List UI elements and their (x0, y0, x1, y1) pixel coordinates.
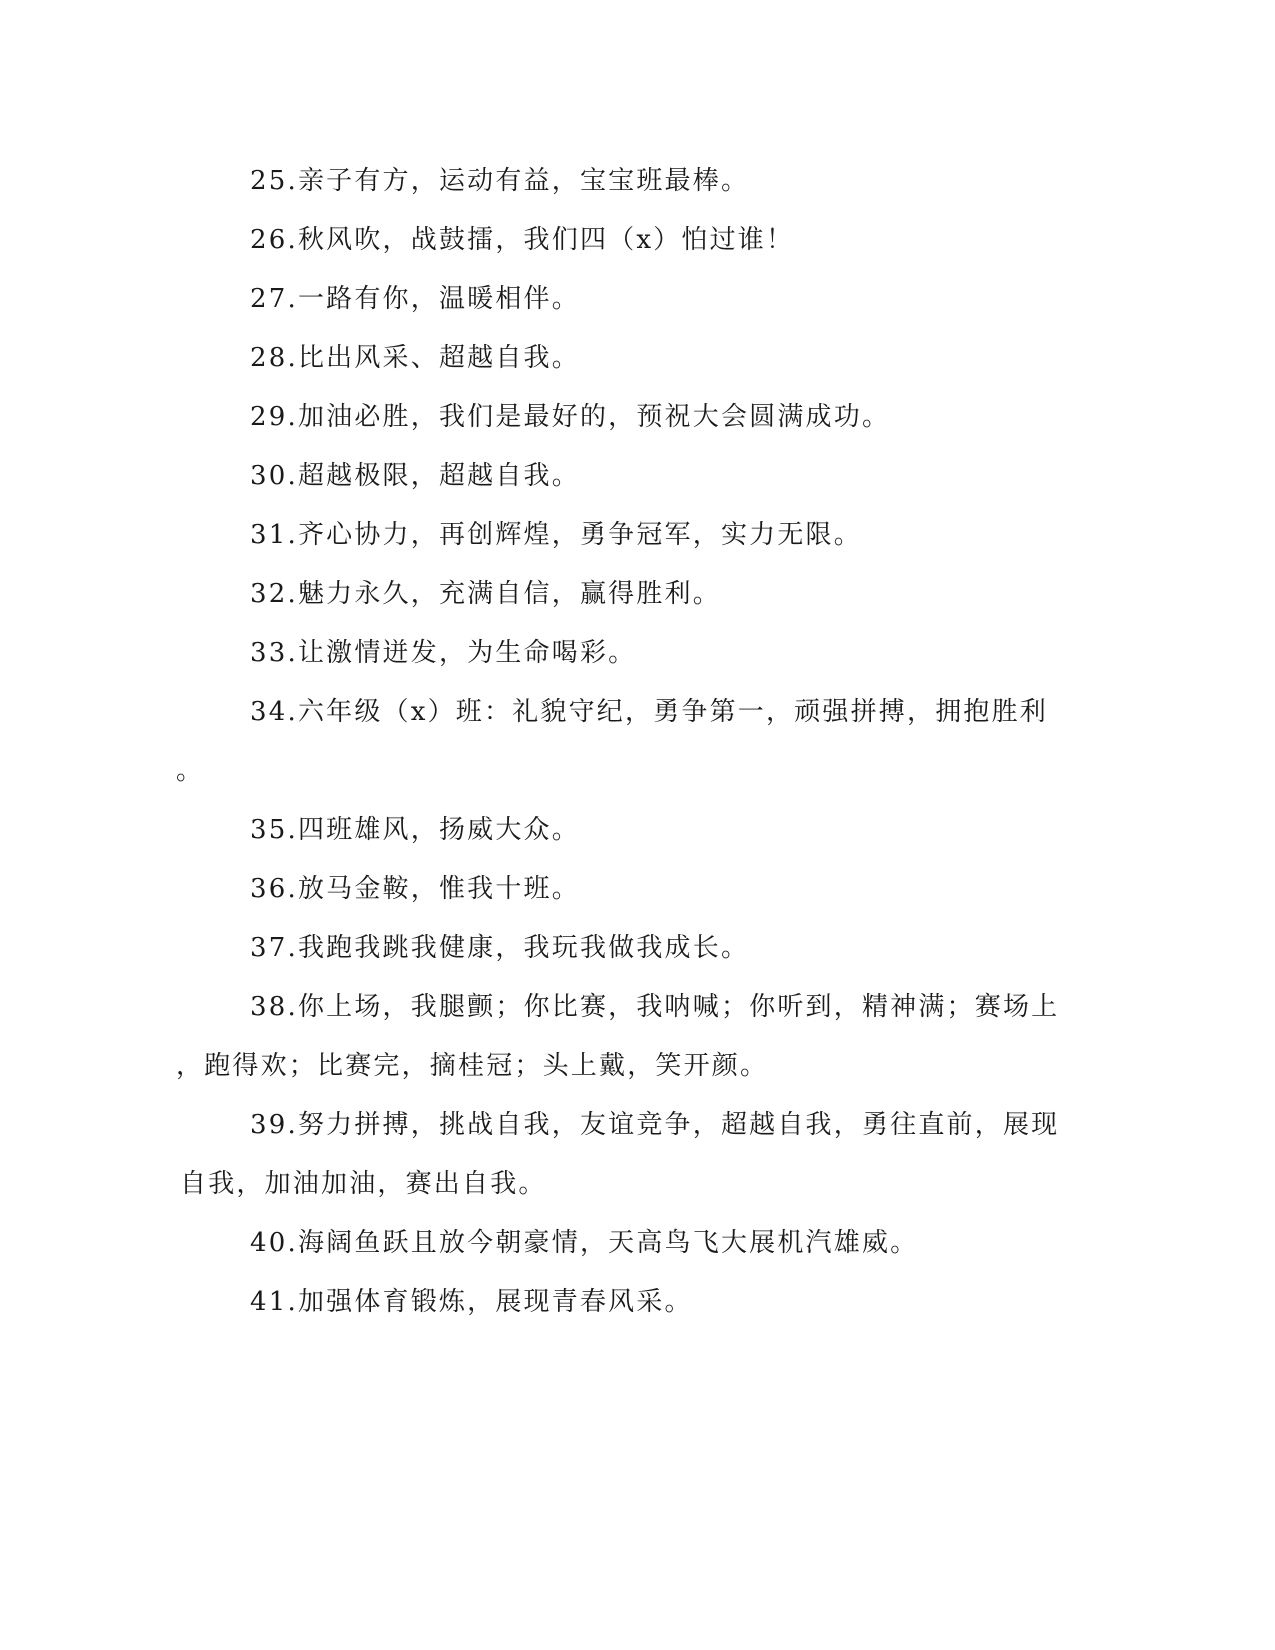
slogan-line-39-continued: 自我，加油加油，赛出自我。 (180, 1169, 547, 1199)
slogan-line-25: 25.亲子有方，运动有益，宝宝班最棒。 (250, 166, 750, 196)
slogan-line-32: 32.魅力永久，充满自信，赢得胜利。 (250, 579, 721, 609)
slogan-line-38-continued: ，跑得欢；比赛完，摘桂冠；头上戴，笑开颜。 (176, 1051, 769, 1081)
slogan-line-34: 34.六年级（x）班：礼貌守纪，勇争第一，顽强拼搏，拥抱胜利 (250, 697, 1049, 727)
slogan-line-38: 38.你上场，我腿颤；你比赛，我呐喊；你听到，精神满；赛场上 (250, 992, 1060, 1022)
slogan-line-41: 41.加强体育锻炼，展现青春风采。 (250, 1287, 693, 1317)
slogan-line-28: 28.比出风采、超越自我。 (250, 343, 580, 373)
slogan-line-40: 40.海阔鱼跃且放今朝豪情，天高鸟飞大展机汽雄威。 (250, 1228, 919, 1258)
slogan-line-33: 33.让激情迸发，为生命喝彩。 (250, 638, 637, 668)
slogan-line-29: 29.加油必胜，我们是最好的，预祝大会圆满成功。 (250, 402, 891, 432)
slogan-line-39: 39.努力拼搏，挑战自我，友谊竞争，超越自我，勇往直前，展现 (250, 1110, 1060, 1140)
slogan-line-37: 37.我跑我跳我健康，我玩我做我成长。 (250, 933, 750, 963)
slogan-line-26: 26.秋风吹，战鼓擂，我们四（x）怕过谁！ (250, 225, 795, 255)
slogan-line-36: 36.放马金鞍，惟我十班。 (250, 874, 580, 904)
slogan-line-35: 35.四班雄风，扬威大众。 (250, 815, 580, 845)
slogan-line-31: 31.齐心协力，再创辉煌，勇争冠军，实力无限。 (250, 520, 862, 550)
slogan-line-30: 30.超越极限，超越自我。 (250, 461, 580, 491)
slogan-line-34-continued: 。 (176, 756, 205, 786)
slogan-line-27: 27.一路有你，温暖相伴。 (250, 284, 580, 314)
